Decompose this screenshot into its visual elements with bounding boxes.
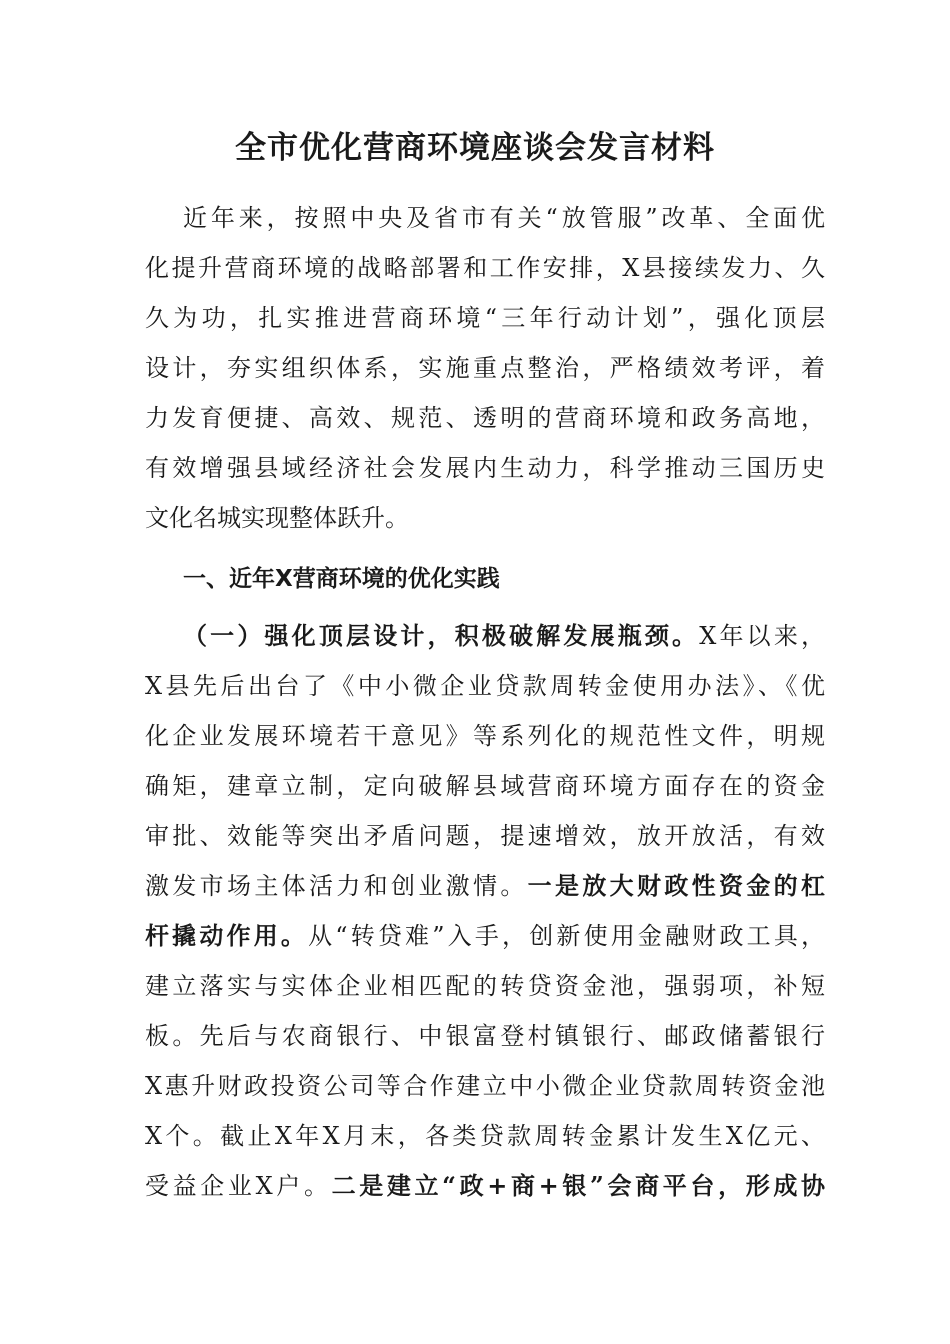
paragraph-line: X惠升财政投资公司等合作建立中小微企业贷款周转资金池 (145, 1072, 825, 1100)
section-heading: 一、近年X营商环境的优化实践 (183, 566, 500, 592)
paragraph-line: 审批、效能等突出矛盾问题，提速增效，放开放活，有效 (145, 822, 825, 850)
paragraph-text: 从“转贷难”入手，创新使用金融财政工具， (308, 922, 826, 950)
paragraph-text: 激发市场主体活力和创业激情。 (145, 872, 528, 900)
intro-line-4: 设计，夯实组织体系，实施重点整治，严格绩效考评，着 (145, 354, 825, 382)
subheading-bold-text: （一）强化顶层设计，积极破解发展瓶颈。 (183, 621, 700, 650)
bold-point-text: 杆撬动作用。 (145, 921, 309, 950)
intro-line-3: 久为功，扎实推进营商环境“三年行动计划”，强化顶层 (145, 304, 825, 332)
paragraph-line (145, 1168, 825, 1204)
intro-line-2: 化提升营商环境的战略部署和工作安排，X县接续发力、久 (145, 254, 825, 282)
bold-point-text: 一是放大财政性资金的杠 (527, 871, 826, 900)
paragraph-line: 确矩，建章立制，定向破解县域营商环境方面存在的资金 (145, 772, 825, 800)
paragraph-line: 化企业发展环境若干意见》等系列化的规范性文件，明规 (145, 722, 825, 750)
paragraph-line: 建立落实与实体企业相匹配的转贷资金池，强弱项，补短 (145, 972, 825, 1000)
intro-line-5: 力发育便捷、高效、规范、透明的营商环境和政务高地， (145, 404, 825, 432)
paragraph-line (145, 868, 825, 904)
intro-line-7: 文化名城实现整体跃升。 (145, 504, 409, 532)
paragraph-text: 受益企业X户。 (145, 1172, 332, 1200)
bold-point-text: 二是建立“政+商+银”会商平台，形成协 (331, 1171, 825, 1200)
paragraph-line: X县先后出台了《中小微企业贷款周转金使用办法》、《优 (145, 672, 825, 700)
paragraph-line (145, 918, 825, 954)
intro-line-6: 有效增强县域经济社会发展内生动力，科学推动三国历史 (145, 454, 825, 482)
paragraph-line: 板。先后与农商银行、中银富登村镇银行、邮政储蓄银行 (145, 1022, 825, 1050)
paragraph-text: X年以来， (699, 622, 825, 650)
document-title: 全市优化营商环境座谈会发言材料 (235, 130, 715, 166)
paragraph-line: X个。截止X年X月末，各类贷款周转金累计发生X亿元、 (145, 1122, 825, 1150)
paragraph-line (183, 618, 825, 654)
intro-line-1: 近年来，按照中央及省市有关“放管服”改革、全面优 (183, 204, 825, 232)
